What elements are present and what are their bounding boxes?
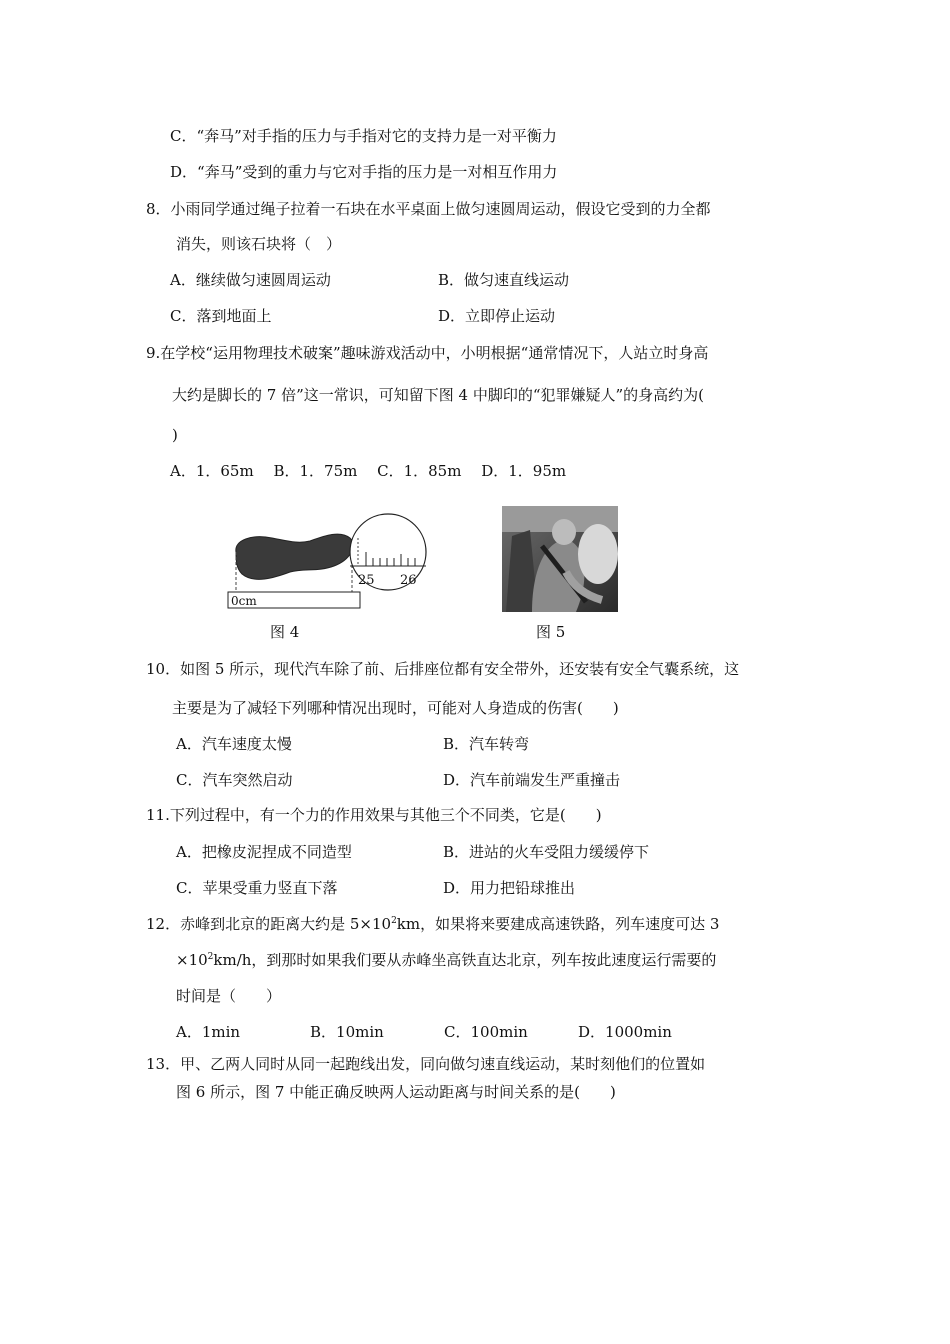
q12-option-a: A．1min	[176, 1023, 241, 1041]
q10-option-b: B．汽车转弯	[443, 735, 530, 753]
q8-stem-line1: 8．小雨同学通过绳子拉着一石块在水平桌面上做匀速圆周运动，假设它受到的力全都	[146, 200, 711, 218]
q8-option-b: B．做匀速直线运动	[438, 271, 570, 289]
q8-option-c: C．落到地面上	[170, 307, 272, 325]
q12-stem-line2	[176, 950, 716, 970]
q11-option-a: A．把橡皮泥捏成不同造型	[176, 843, 352, 861]
q12-stem-line3: 时间是（ ）	[176, 987, 282, 1005]
q11-option-b: B．进站的火车受阻力缓缓停下	[443, 843, 650, 861]
q12-option-d: D．1000min	[578, 1023, 672, 1041]
figure-4-caption: 图 4	[270, 623, 300, 641]
ruler-label-26: 26	[400, 573, 417, 588]
q10-option-c: C．汽车突然启动	[176, 771, 293, 789]
airbag-photo-illustration	[502, 506, 618, 612]
q12-line2-text: ×10	[176, 951, 208, 969]
q9-stem-line2: 大约是脚长的 7 倍”这一常识，可知留下图 4 中脚印的“犯罪嫌疑人”的身高约为(	[172, 386, 705, 404]
q12-stem-line1	[146, 914, 719, 934]
q7-option-c: C．“奔马”对手指的压力与手指对它的支持力是一对平衡力	[170, 127, 557, 145]
q10-stem-line2: 主要是为了减轻下列哪种情况出现时，可能对人身造成的伤害( )	[172, 699, 619, 717]
q8-option-d: D．立即停止运动	[438, 307, 556, 325]
q13-stem-line2: 图 6 所示，图 7 中能正确反映两人运动距离与时间关系的是( )	[176, 1083, 616, 1101]
ruler-label-0cm: 0cm	[231, 594, 257, 608]
q12-option-b: B．10min	[310, 1023, 384, 1041]
q12-line1-exponent: 2	[391, 916, 397, 926]
q12-option-c: C．100min	[444, 1023, 528, 1041]
q10-option-d: D．汽车前端发生严重撞击	[443, 771, 621, 789]
q11-option-d: D．用力把铅球推出	[443, 879, 576, 897]
q11-option-c: C．苹果受重力竖直下落	[176, 879, 338, 897]
q12-line1-text-end: km，如果将来要建成高速铁路，列车速度可达 3	[396, 915, 720, 933]
figure-5-airbag-photo	[502, 506, 618, 612]
q9-stem-line1: 9.在学校“运用物理技术破案”趣味游戏活动中，小明根据“通常情况下，人站立时身高	[146, 344, 709, 362]
q12-line2-text-end: km/h，到那时如果我们要从赤峰坐高铁直达北京，列车按此速度运行需要的	[213, 951, 717, 969]
q8-stem-line2: 消失，则该石块将（ ）	[176, 235, 342, 253]
q10-stem-line1: 10．如图 5 所示，现代汽车除了前、后排座位都有安全带外，还安装有安全气囊系统，这	[146, 660, 740, 678]
q10-option-a: A．汽车速度太慢	[176, 735, 292, 753]
q12-line1-text: 12．赤峰到北京的距离大约是 5×10	[146, 915, 392, 933]
q9-options: A．1．65m B．1．75m C．1．85m D．1．95m	[170, 462, 567, 480]
q7-option-d: D．“奔马”受到的重力与它对手指的压力是一对相互作用力	[170, 163, 558, 181]
figure-4-footprint	[224, 508, 434, 612]
figure-5-caption: 图 5	[536, 623, 566, 641]
q12-line2-exponent: 2	[207, 952, 214, 962]
footprint-illustration	[224, 508, 434, 612]
q8-option-a: A．继续做匀速圆周运动	[170, 271, 331, 289]
q9-stem-line3: )	[172, 426, 178, 444]
q13-stem-line1: 13．甲、乙两人同时从同一起跑线出发，同向做匀速直线运动，某时刻他们的位置如	[146, 1055, 706, 1073]
ruler-label-25: 25	[358, 573, 375, 588]
q11-stem: 11.下列过程中，有一个力的作用效果与其他三个不同类，它是( )	[146, 806, 602, 824]
